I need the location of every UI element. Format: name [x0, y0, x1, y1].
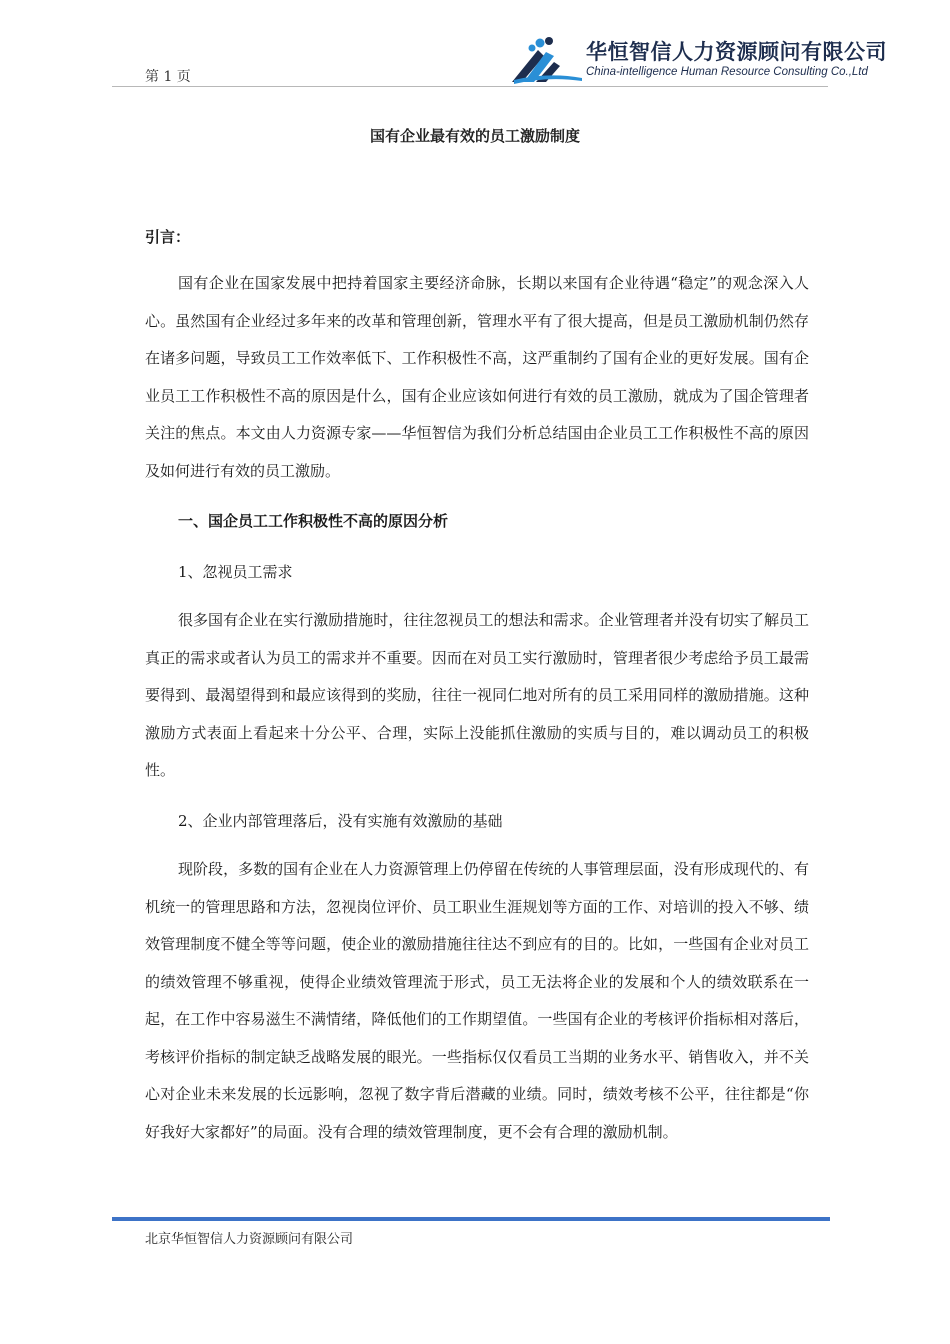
- page-number: 第 1 页: [145, 69, 191, 85]
- subsection-1-heading: 1、忽视员工需求: [178, 563, 293, 581]
- intro-paragraph: 国有企业在国家发展中把持着国家主要经济命脉，长期以来国有企业待遇“稳定”的观念深入人心。虽然国有企业经过多年来的改革和管理创新，管理水平有了很大提高，但是员工激励机制仍然存在诸多问题，导致员工工作效率低下、工作积极性不高，这严重制约了国有企业的更好发展。国有企业员工工作积极性不高的原因是什么，国有企业应该如何进行有效的员工激励，就成为了国企管理者关注的焦点。本文由人力资源专家——华恒智信为我们分析总结国由企业员工工作积极性不高的原因及如何进行有效的员工激励。: [145, 274, 809, 480]
- company-logo: [508, 32, 887, 90]
- logo-company-cn: 华恒智信人力资源顾问有限公司: [586, 40, 887, 64]
- logo-company-en: China-intelligence Human Resource Consulting Co.,Ltd: [586, 66, 868, 78]
- subsection-1-paragraph: 很多国有企业在实行激励措施时，往往忽视员工的想法和需求。企业管理者并没有切实了解员工真正的需求或者认为员工的需求并不重要。因而在对员工实行激励时，管理者很少考虑给予员工最需要得到、最渴望得到和最应该得到的奖励，往往一视同仁地对所有的员工采用同样的激励措施。这种激励方式表面上看起来十分公平、合理，实际上没能抓住激励的实质与目的，难以调动员工的积极性。: [145, 611, 809, 779]
- header-divider: [112, 86, 828, 87]
- document-title: 国有企业最有效的员工激励制度: [369, 127, 580, 145]
- subsection-2-heading: 2、企业内部管理落后，没有实施有效激励的基础: [178, 812, 503, 830]
- footer-company: 北京华恒智信人力资源顾问有限公司: [145, 1232, 354, 1247]
- subsection-2-paragraph: 现阶段，多数的国有企业在人力资源管理上仍停留在传统的人事管理层面，没有形成现代的、有机统一的管理思路和方法，忽视岗位评价、员工职业生涯规划等方面的工作、对培训的投入不够、绩效管理制度不健全等等问题，使企业的激励措施往往达不到应有的目的。比如，一些国有企业对员工的绩效管理不够重视，使得企业绩效管理流于形式，员工无法将企业的发展和个人的绩效联系在一起，在工作中容易滋生不满情绪，降低他们的工作期望值。一些国有企业的考核评价指标相对落后，考核评价指标的制定缺乏战略发展的眼光。一些指标仅仅看员工当期的业务水平、销售收入，并不关心对企业未来发展的长远影响，忽视了数字背后潜藏的业绩。同时，绩效考核不公平，往往都是“你好我好大家都好”的局面。没有合理的绩效管理制度，更不会有合理的激励机制。: [145, 860, 809, 1141]
- footer-divider: [112, 1217, 830, 1221]
- section-1-heading: 一、国企员工工作积极性不高的原因分析: [178, 512, 449, 530]
- logo-people-icon: [508, 36, 584, 88]
- intro-label: 引言：: [145, 228, 191, 246]
